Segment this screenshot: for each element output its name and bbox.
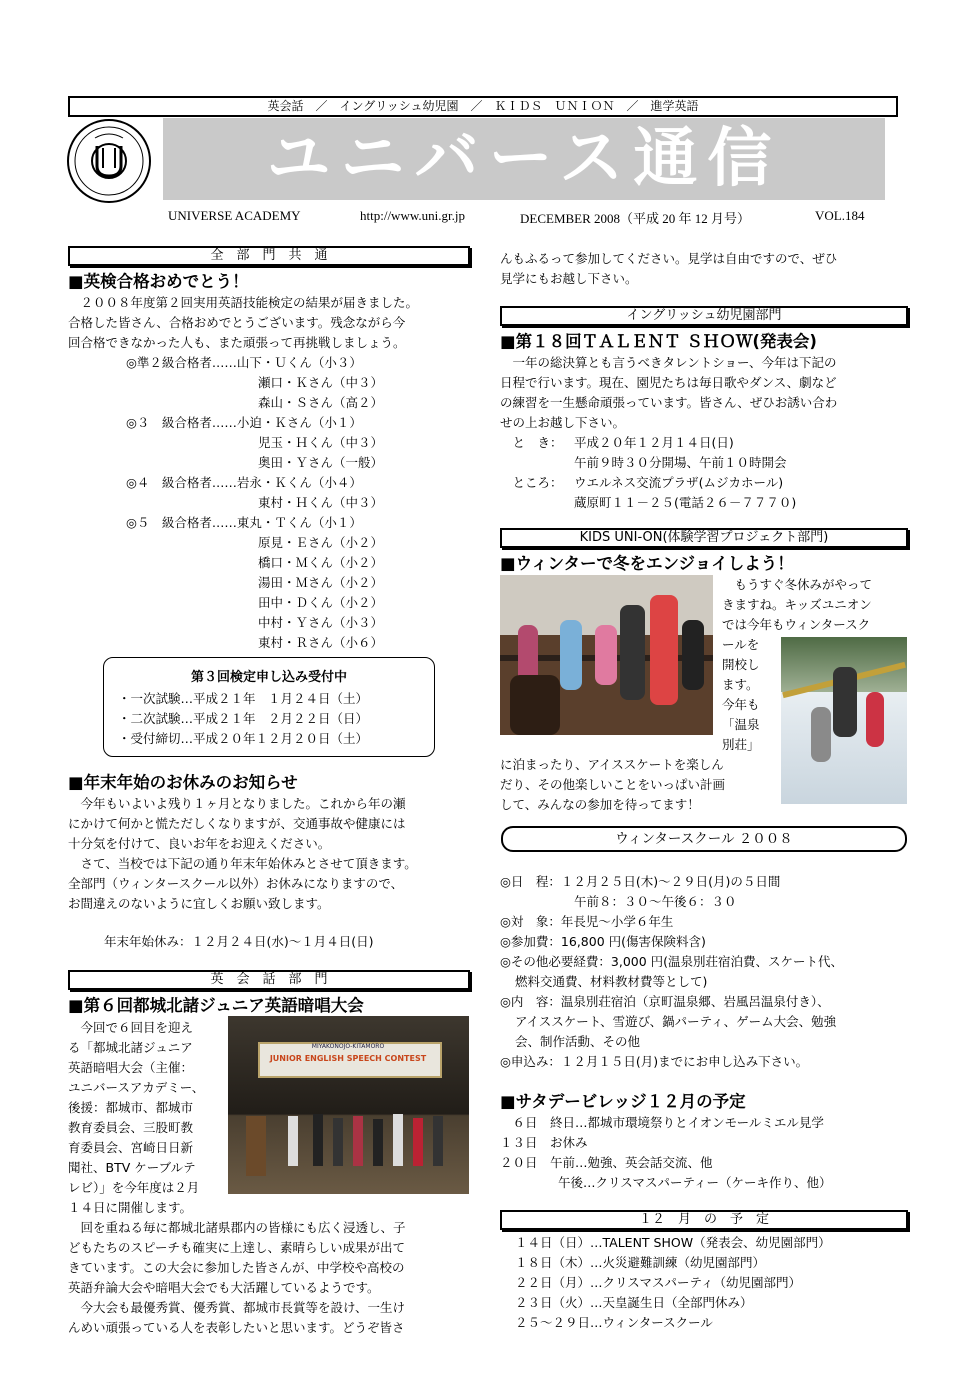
issue-date: DECEMBER 2008（平成 20 年 12 月号）	[520, 211, 751, 226]
winter-enjoy-text: もうすぐ冬休みがやって	[722, 577, 873, 592]
speech-text: ユニバースアカデミー、	[68, 1080, 205, 1095]
registration-first-exam: ・一次試験…平成２１年 １月２４日（土）	[118, 691, 369, 706]
eiken-intro-2: 合格した皆さん、合格おめでとうございます。残念ながら今	[68, 315, 406, 330]
saturday-item: １３日 お休み	[500, 1135, 588, 1150]
eiken-row: 田中・Ｄくん（小２）	[258, 595, 384, 610]
banner-top-text: MIYAKONOJO-KITAMORO	[311, 1043, 385, 1050]
saturday-item: 午後…クリスマスパーティー（ケーキ作り、他）	[558, 1175, 832, 1190]
winter-enjoy-text: では今年もウィンタースク	[722, 617, 871, 632]
talent-when-time: 午前９時３０分開場、午前１０時開会	[574, 455, 787, 470]
section-bar-english-conversation: 英 会 話 部 門	[68, 970, 470, 990]
holiday-period: 年末年始休み：１２月２４日(水)～１月４日(日)	[104, 934, 374, 949]
speech-text: レビ）」を今年度は２月	[68, 1180, 200, 1195]
ice-skating-photo	[781, 637, 907, 804]
eiken-row: 原見・Ｅさん（小２）	[258, 535, 384, 550]
schedule-item: １４日（日）…TALENT SHOW（発表会、幼児園部門）	[515, 1235, 831, 1250]
winter-school-detail: ◎その他必要経費：3,000 円(温泉別荘宿泊費、スケート代、	[500, 954, 844, 969]
eiken-row: 湯田・Ｍさん（小２）	[258, 575, 384, 590]
academy-seal-logo	[66, 118, 152, 204]
talent-show-heading: ■第１８回ＴＡＬＥＮＴ ＳＨＯＷ(発表会)	[500, 332, 817, 351]
eiken-intro-1: ２００８年度第２回実用英語技能検定の結果が届きました。	[68, 295, 419, 310]
speech-text: 後援：都城市、都城市	[68, 1100, 194, 1115]
talent-text: 一年の総決算とも言うべきタレントショー、今年は下記の	[500, 355, 837, 370]
banner-main-text: JUNIOR ENGLISH SPEECH CONTEST	[269, 1054, 427, 1063]
holiday-text-6: お間違えのないように宜しくお願い致します。	[68, 896, 330, 911]
eiken-row: 東村・Ｒさん（小６）	[258, 635, 384, 650]
speech-text: 回を重ねる毎に都城北諸県郡内の皆様にも広く浸透し、子	[68, 1220, 406, 1235]
talent-when-label: と き：	[500, 435, 563, 450]
winter-enjoy-heading: ■ウィンターで冬をエンジョイしよう！	[500, 554, 794, 573]
registration-second-exam: ・二次試験…平成２１年 ２月２２日（日）	[118, 711, 369, 726]
speech-text: 育委員会、宮崎日日新	[68, 1140, 194, 1155]
winter-enjoy-text: 別荘」	[722, 737, 760, 752]
speech-contest-photo	[228, 1016, 469, 1194]
speech-text: きています。この大会に参加した皆さんが、中学校や高校の	[68, 1260, 405, 1275]
winter-enjoy-text: して、みんなの参加を待ってます！	[500, 797, 700, 812]
winter-enjoy-text: 今年も	[722, 697, 760, 712]
eiken-row: 中村・Ｙさん（小３）	[258, 615, 384, 630]
speech-continued-1: んもふるって参加してください。見学は自由ですので、ぜひ	[500, 251, 838, 266]
holiday-text-3: 十分気を付けて、良いお年をお迎えください。	[68, 836, 331, 851]
eiken-intro-3: 回合格できなかった人も、また頑張って再挑戦しましょう。	[68, 335, 406, 350]
speech-text: 英語弁論大会や暗唱大会でも大活躍しているようです。	[68, 1280, 380, 1295]
eiken-row: 森山・Ｓさん（高２）	[258, 395, 384, 410]
talent-text: 日程で行います。現在、園児たちは毎日歌やダンス、劇など	[500, 375, 837, 390]
winter-school-detail: ◎日 程：１２月２５日(木)～２９日(月)の５日間	[500, 874, 781, 889]
eiken-row: 橋口・Ｍくん（小２）	[258, 555, 384, 570]
schedule-item: ２３日（火）…天皇誕生日（全部門休み）	[515, 1295, 753, 1310]
speech-text: 今回で６回目を迎え	[68, 1020, 194, 1035]
winter-school-detail: ◎対 象：年長児～小学６年生	[500, 914, 674, 929]
talent-text: せの上お越し下さい。	[500, 415, 626, 430]
talent-text: の練習を一生懸命頑張っています。皆さん、ぜひお誘い合わ	[500, 395, 838, 410]
holiday-text-2: にかけて何かと慌ただしくなりますが、交通事故や健康には	[68, 816, 406, 831]
winter-enjoy-text: 「温泉	[722, 717, 760, 732]
eiken-row: ◎３ 級合格者……小迫・Ｋさん（小１）	[126, 415, 362, 430]
schedule-item: １８日（木）…火災避難訓練（幼児園部門）	[515, 1255, 766, 1270]
speech-text: る「都城北諸ジュニア	[68, 1040, 193, 1055]
kids-group-photo	[500, 575, 713, 735]
speech-text: １４日に開催します。	[68, 1200, 193, 1215]
eiken-row: 児玉・Ｈくん（中３）	[258, 435, 384, 450]
speech-text: 今大会も最優秀賞、優秀賞、都城市長賞等を設け、一生け	[68, 1300, 406, 1315]
winter-enjoy-text: 開校し	[722, 657, 760, 672]
newsletter-title: ユニバース通信	[163, 118, 885, 200]
winter-school-banner: ウィンタースクール ２００８	[501, 826, 907, 852]
saturday-item: ２０日 午前…勉強、英会話交流、他	[500, 1155, 713, 1170]
saturday-item: ６日 終日…都城市環境祭りとイオンモールミエル見学	[500, 1115, 824, 1130]
eiken-heading: ■英検合格おめでとう！	[68, 272, 249, 291]
winter-enjoy-text: に泊まったり、アイススケートを楽しん	[500, 757, 724, 772]
winter-school-detail: アイススケート、雪遊び、鍋パーティ、ゲーム大会、勉強	[515, 1014, 837, 1029]
eiken-row: ◎５ 級合格者……東丸・Ｔくん（小１）	[126, 515, 362, 530]
winter-enjoy-text: ます。	[722, 677, 759, 692]
winter-school-detail: ◎参加費：16,800 円(傷害保険料含)	[500, 934, 706, 949]
eiken-row: ◎準２級合格者……山下・Ｕくん（小３）	[126, 355, 362, 370]
section-bar-all-departments: 全 部 門 共 通	[68, 246, 470, 266]
winter-school-detail: 会、制作活動、その他	[515, 1034, 641, 1049]
talent-where-venue: ウエルネス交流プラザ(ムジカホール)	[574, 475, 784, 490]
holiday-text-5: 全部門（ウィンタースクール以外）お休みになりますので、	[68, 876, 404, 891]
talent-where-address: 蔵原町１１－２５(電話２６－７７７０)	[574, 495, 797, 510]
winter-school-detail: ◎申込み：１２月１５日(月)までにお申し込み下さい。	[500, 1054, 809, 1069]
eiken-row: 瀬口・Ｋさん（中３）	[258, 375, 384, 390]
talent-when-date: 平成２０年１２月１４日(日)	[574, 435, 734, 450]
eiken-row: 奥田・Ｙさん（一般）	[258, 455, 384, 470]
registration-deadline: ・受付締切…平成２０年１２月２０日（土）	[118, 731, 369, 746]
winter-school-detail: 燃料交通費、材料教材費等として)	[515, 974, 708, 989]
holiday-heading: ■年末年始のお休みのお知らせ	[68, 773, 298, 792]
website-url[interactable]: http://www.uni.gr.jp	[360, 208, 465, 223]
winter-enjoy-text: ールを	[722, 637, 760, 652]
holiday-text-1: 今年もいよいよ残り１ヶ月となりました。これから年の瀬	[68, 796, 406, 811]
speech-text: 教育委員会、三股町教	[68, 1120, 194, 1135]
section-bar-december-schedule: １２ 月 の 予 定	[500, 1210, 908, 1230]
schedule-item: ２５～２９日…ウィンタースクール	[515, 1315, 713, 1330]
speech-contest-heading: ■第６回都城北諸ジュニア英語暗唱大会	[68, 996, 364, 1015]
talent-where-label: ところ：	[500, 475, 563, 490]
departments-bar: 英会話 ／ イングリッシュ幼児園 ／ ＫＩＤＳ ＵＮＩＯＮ ／ 進学英語	[68, 96, 898, 117]
section-bar-kindergarten: イングリッシュ幼児園部門	[500, 306, 908, 326]
eiken-row: 東村・Ｈくん（中３）	[258, 495, 384, 510]
eiken-row: ◎４ 級合格者……岩永・Ｋくん（小４）	[126, 475, 362, 490]
speech-continued-2: 見学にもお越し下さい。	[500, 271, 638, 286]
speech-text: 聞社、BTV ケーブルテ	[68, 1160, 196, 1175]
speech-text: どもたちのスピーチも確実に上達し、素晴らしい成果が出て	[68, 1240, 406, 1255]
winter-enjoy-text: きますね。キッズユニオン	[722, 597, 872, 612]
registration-box-title: 第３回検定申し込み受付中	[190, 670, 347, 685]
winter-school-detail: ◎内 容：温泉別荘宿泊（京町温泉郷、岩風呂温泉付き）、	[500, 994, 830, 1009]
section-bar-kids-union: KIDS UNI-ON(体験学習プロジェクト部門)	[500, 528, 908, 548]
academy-name: UNIVERSE ACADEMY	[168, 208, 301, 223]
speech-text: んめい頑張っている人を表彰したいと思います。どうぞ皆さ	[68, 1320, 405, 1335]
volume-number: VOL.184	[815, 208, 865, 223]
winter-enjoy-text: だり、その他楽しいことをいっぱい計画	[500, 777, 726, 792]
winter-school-detail: 午前８：３０～午後６：３０	[574, 894, 737, 909]
speech-text: 英語暗唱大会（主催：	[68, 1060, 194, 1075]
holiday-text-4: さて、当校では下記の通り年末年始休みとさせて頂きます。	[68, 856, 417, 871]
schedule-item: ２２日（月）…クリスマスパーティ（幼児園部門）	[515, 1275, 802, 1290]
saturday-village-heading: ■サタデービレッジ１２月の予定	[500, 1092, 746, 1111]
